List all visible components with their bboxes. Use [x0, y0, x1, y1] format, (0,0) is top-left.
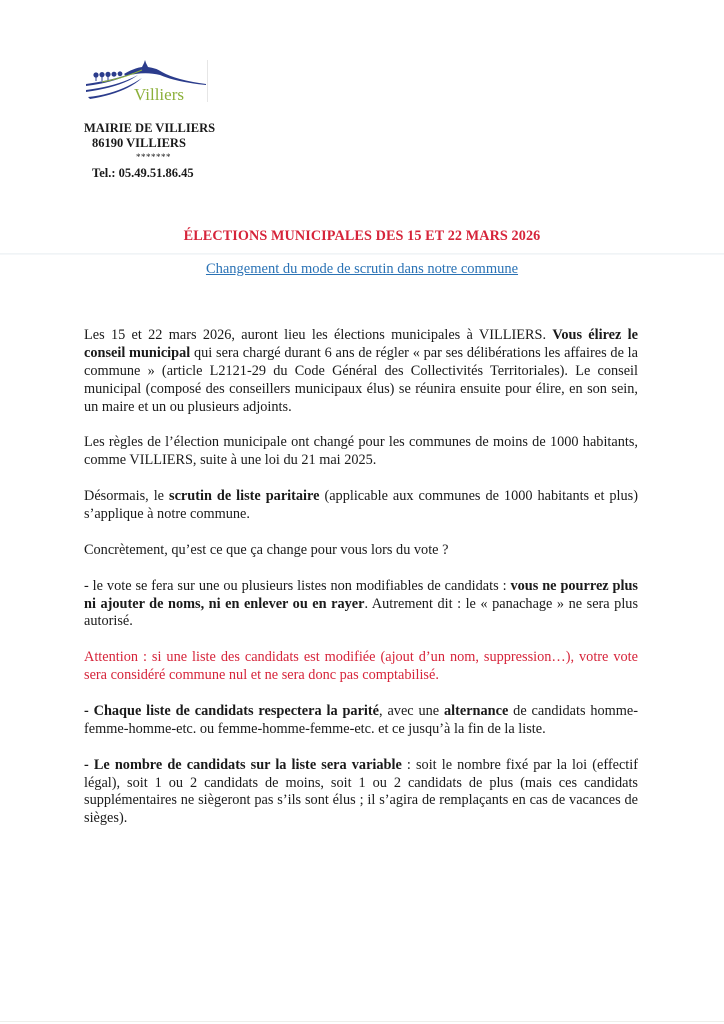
address-line1: MAIRIE DE VILLIERS: [84, 121, 216, 135]
text-span: , avec une: [379, 702, 444, 719]
address-line2: 86190 VILLIERS: [92, 136, 186, 150]
text-span: Les 15 et 22 mars 2026, auront lieu les élections municipales à VILLIERS.: [84, 327, 553, 343]
page-bottom-edge: [0, 1021, 724, 1022]
mairie-address: [84, 121, 234, 181]
bold-span: - Le nombre de candidats sur la liste sera variable: [84, 756, 402, 773]
logo-divider: [207, 60, 208, 102]
text-span: - le vote se fera sur une ou plusieurs listes non modifiables de candidats :: [84, 577, 511, 594]
text-span: de candidats homme-femme-homme-etc. ou femme-homme-femme-etc. et ce jusqu’à la fin de la liste.: [84, 702, 639, 737]
title-divider: [0, 253, 724, 255]
bold-span: scrutin de liste paritaire: [169, 488, 320, 505]
bold-span: vous ne pourrez plus ni ajouter de noms, ni en enlever ou en rayer: [84, 577, 638, 612]
paragraph-candidate-count: [84, 757, 638, 829]
villiers-logo: [84, 60, 210, 104]
text-span: : soit le nombre fixé par la loi (effectif légal), soit 1 ou 2 candidats de moins, soit 1 ou 2 candidats de plus (mais ces candidats supplémentaires ne siègeront pas s’ils sont élus ; il s’agira de remplaçants en cas de vacances de sièges).: [84, 756, 638, 827]
text-span: Désormais, le: [84, 488, 169, 505]
page-title: ÉLECTIONS MUNICIPALES DES 15 ET 22 MARS 2026: [183, 228, 541, 244]
bold-span: Vous élirez le conseil municipal: [84, 327, 638, 361]
logo-text: Villiers: [134, 85, 184, 104]
subtitle: [0, 261, 724, 278]
warning-paragraph: Attention : si une liste des candidats est modifiée (ajout d’un nom, suppression…), votre vote sera considéré commune nul et ne sera donc pas comptabilisé.: [84, 649, 638, 684]
paragraph-question: Concrètement, qu’est ce que ça change pour vous lors du vote ?: [84, 541, 449, 558]
text-span: . Autrement dit : le « panachage » ne sera plus autorisé.: [84, 595, 639, 630]
paragraph-lists: [84, 578, 638, 632]
phone-number: Tel.: 05.49.51.86.45: [92, 166, 194, 180]
text-span: (applicable aux communes de 1000 habitants et plus) s’applique à notre commune.: [84, 488, 638, 523]
paragraph-scrutin: [84, 488, 638, 524]
text-span: qui sera chargé durant 6 ans de régler « par ses délibérations les affaires de la commune » (article L2121-29 du Code Général des Collectivités Territoriales). Le conseil municipal (composé des conseillers municipaux élus) se réunira ensuite pour élire, en son sein, un maire et un ou plusieurs adjoints.: [84, 344, 638, 415]
bold-span: - Chaque liste de candidats respectera la parité: [84, 702, 380, 719]
bold-span: alternance: [443, 702, 509, 719]
subtitle-link[interactable]: Changement du mode de scrutin dans notre commune: [205, 261, 519, 277]
paragraph-rules-changed: Les règles de l’élection municipale ont changé pour les communes de moins de 1000 habitants, comme VILLIERS, suite à une loi du 21 mai 2025.: [84, 434, 638, 469]
village-landscape-icon: [84, 60, 210, 104]
document-body: [84, 327, 638, 846]
paragraph-intro: [84, 327, 638, 417]
address-separator: *******: [136, 152, 171, 162]
paragraph-parity: [84, 703, 638, 739]
